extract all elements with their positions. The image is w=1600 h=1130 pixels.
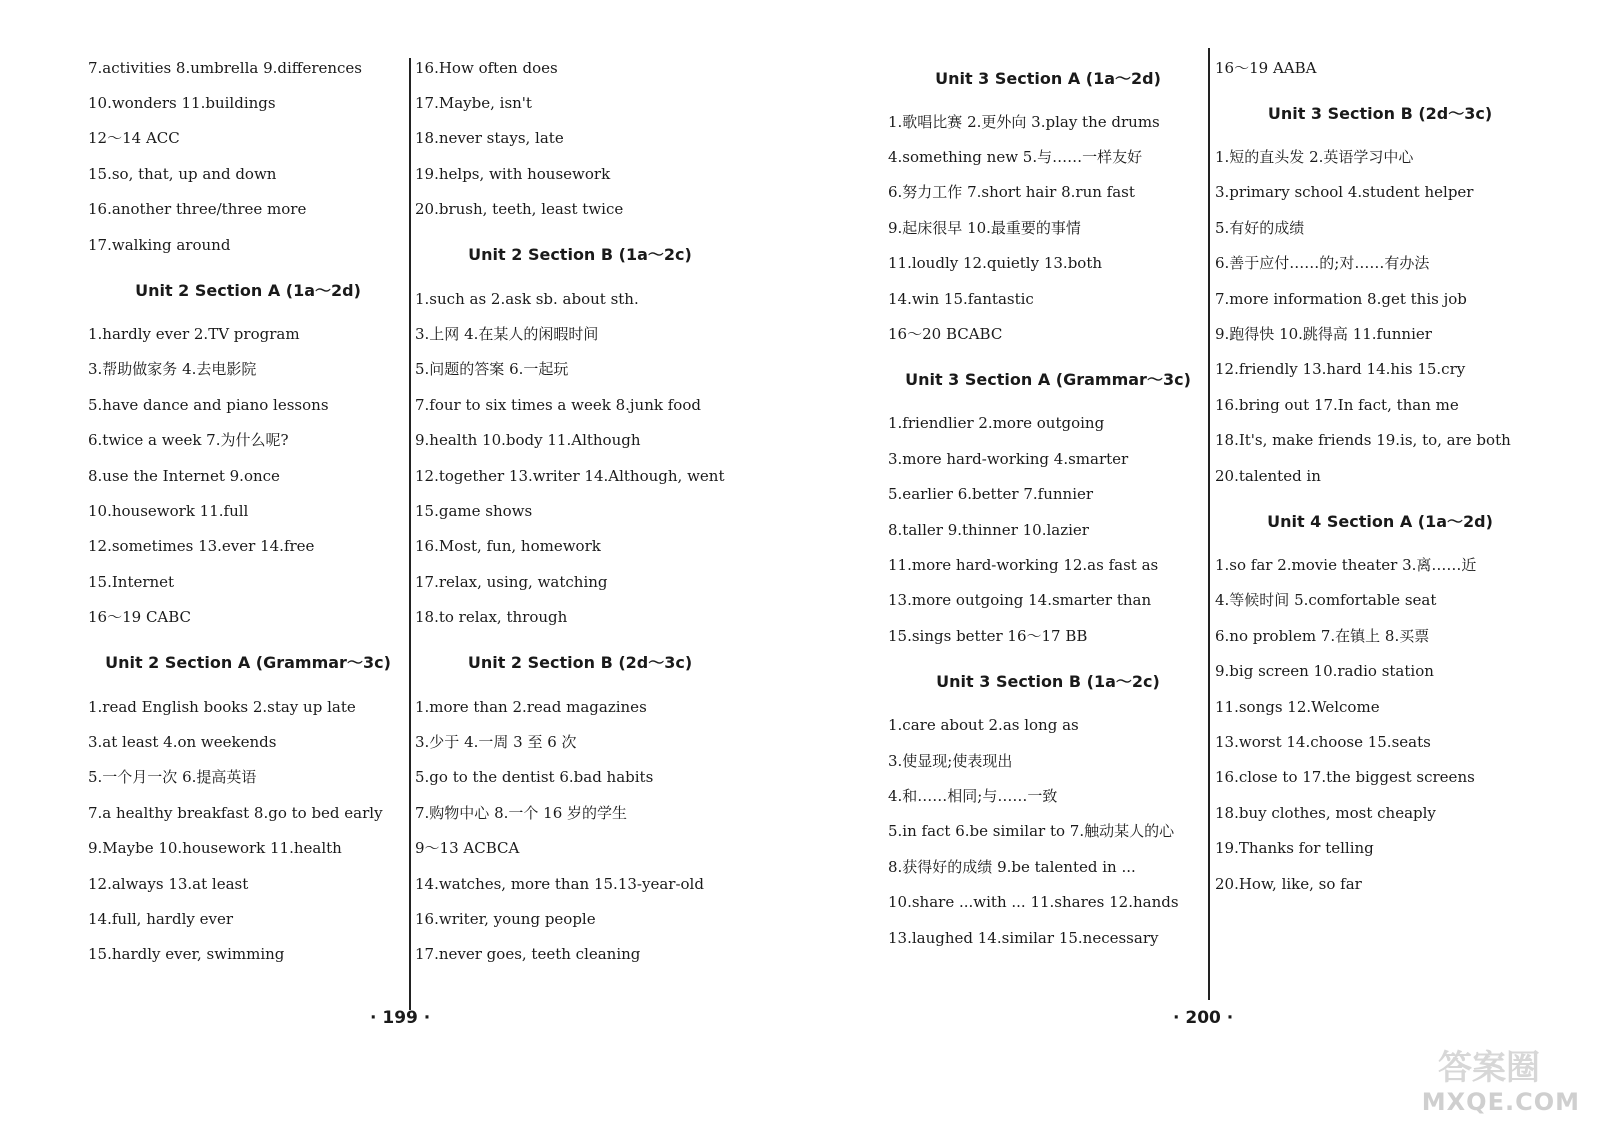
answer-line: 15.Internet [88,572,175,591]
answer-line: 3.少于 4.一周 3 至 6 次 [415,732,577,751]
answer-line: 12.friendly 13.hard 14.his 15.cry [1215,360,1466,379]
answer-line: 9.big screen 10.radio station [1215,662,1434,681]
answer-line: 1.friendlier 2.more outgoing [888,414,1105,433]
answer-line: 16.close to 17.the biggest screens [1215,768,1475,787]
answer-line: 1.so far 2.movie theater 3.离……近 [1215,555,1477,574]
answer-line: 12.always 13.at least [88,874,249,893]
answer-line: 16.another three/three more [88,200,307,219]
answer-line: 18.to relax, through [415,608,568,627]
section-heading: Unit 3 Section B (2d～3c) [1267,103,1493,123]
answer-line: 3.使显现;使表现出 [888,751,1013,770]
answer-line: 11.more hard-working 12.as fast as [888,555,1159,574]
answer-line: 14.watches, more than 15.13-year-old [415,874,704,893]
answer-line: 1.歌唱比赛 2.更外向 3.play the drums [888,112,1160,131]
answer-line: 5.有好的成绩 [1215,218,1305,237]
answer-line: 10.wonders 11.buildings [88,94,276,113]
answer-line: 10.housework 11.full [88,501,249,520]
answer-line: 17.never goes, teeth cleaning [415,945,641,964]
answer-line: 16～20 BCABC [888,325,1003,344]
answer-line: 16～19 CABC [88,608,192,627]
answer-line: 8.use the Internet 9.once [88,466,280,485]
answer-line: 19.Thanks for telling [1215,839,1374,858]
answer-line: 15.game shows [415,501,533,520]
column-divider-left [409,58,411,1010]
answer-column-1 [88,50,408,972]
section-heading: Unit 3 Section B (1a～2c) [936,671,1160,691]
answer-line: 13.laughed 14.similar 15.necessary [888,928,1159,947]
answer-column-2 [415,50,745,972]
answer-line: 1.such as 2.ask sb. about sth. [415,289,639,308]
answer-line: 6.努力工作 7.short hair 8.run fast [888,183,1135,202]
section-heading: Unit 2 Section B (2d～3c) [467,653,693,673]
answer-line: 1.短的直头发 2.英语学习中心 [1215,148,1414,167]
answer-line: 11.loudly 12.quietly 13.both [888,254,1103,273]
answer-line: 3.上网 4.在某人的闲暇时间 [415,325,599,344]
answer-line: 9.health 10.body 11.Although [415,431,641,450]
answer-line: 1.more than 2.read magazines [415,697,647,716]
section-heading: Unit 4 Section A (1a～2d) [1267,511,1493,531]
answer-line: 20.talented in [1215,466,1321,485]
answer-line: 3.primary school 4.student helper [1215,183,1474,202]
answer-line: 8.taller 9.thinner 10.lazier [888,520,1089,539]
page-number-left: · 199 · [370,1008,431,1028]
watermark-text: MXQE.COM [1421,1088,1580,1116]
answer-column-4 [1215,50,1545,901]
answer-line: 9～13 ACBCA [415,839,520,858]
answer-line: 5.一个月一次 6.提高英语 [88,768,257,787]
answer-line: 17.relax, using, watching [415,572,608,591]
answer-line: 13.more outgoing 14.smarter than [888,591,1152,610]
answer-line: 4.等候时间 5.comfortable seat [1215,591,1437,610]
answer-line: 10.share ...with ... 11.shares 12.hands [888,893,1179,912]
answer-line: 5.in fact 6.be similar to 7.触动某人的心 [888,822,1175,841]
answer-line: 3.more hard-working 4.smarter [888,449,1129,468]
answer-line: 5.go to the dentist 6.bad habits [415,768,654,787]
answer-line: 4.和……相同;与……一致 [888,786,1058,805]
answer-line: 9.跑得快 10.跳得高 11.funnier [1215,325,1432,344]
answer-line: 13.worst 14.choose 15.seats [1215,732,1431,751]
answer-line: 6.善于应付……的;对……有办法 [1215,254,1430,273]
answer-column-3 [888,50,1208,955]
answer-line: 18.It's, make friends 19.is, to, are both [1215,431,1511,450]
answer-line: 1.hardly ever 2.TV program [88,325,300,344]
answer-line: 12～14 ACC [88,129,180,148]
page-number-right: · 200 · [1173,1008,1234,1028]
section-heading: Unit 2 Section A (1a～2d) [135,280,361,300]
answer-line: 9.Maybe 10.housework 11.health [88,839,342,858]
answer-line: 5.earlier 6.better 7.funnier [888,485,1094,504]
answer-line: 16.Most, fun, homework [415,537,601,556]
answer-line: 15.hardly ever, swimming [88,945,285,964]
answer-line: 7.购物中心 8.一个 16 岁的学生 [415,803,628,822]
answer-line: 5.问题的答案 6.一起玩 [415,360,569,379]
section-heading: Unit 2 Section B (1a～2c) [468,245,692,265]
section-heading: Unit 3 Section A (1a～2d) [935,68,1161,88]
answer-line: 12.together 13.writer 14.Although, went [415,466,725,485]
answer-line: 4.something new 5.与……一样友好 [888,148,1143,167]
answer-line: 11.songs 12.Welcome [1215,697,1380,716]
answer-line: 15.so, that, up and down [88,164,277,183]
answer-line: 5.have dance and piano lessons [88,395,329,414]
watermark [1421,1040,1590,1120]
answer-line: 3.帮助做家务 4.去电影院 [88,360,257,379]
answer-line: 18.buy clothes, most cheaply [1215,803,1436,822]
answer-line: 20.brush, teeth, least twice [415,200,624,219]
watermark-logo: 答案圈 [1438,1048,1540,1088]
answer-line: 7.a healthy breakfast 8.go to bed early [88,803,383,822]
answer-line: 14.full, hardly ever [88,909,234,928]
section-heading: Unit 2 Section A (Grammar～3c) [105,653,391,673]
answer-line: 12.sometimes 13.ever 14.free [88,537,315,556]
answer-line: 20.How, like, so far [1215,874,1362,893]
answer-line: 19.helps, with housework [415,164,611,183]
answer-line: 7.four to six times a week 8.junk food [415,395,701,414]
answer-line: 16.writer, young people [415,909,596,928]
answer-line: 6.twice a week 7.为什么呢? [88,431,289,450]
column-divider-right [1208,48,1210,1000]
section-heading: Unit 3 Section A (Grammar～3c) [905,370,1191,390]
answer-line: 17.walking around [88,235,231,254]
answer-line: 8.获得好的成绩 9.be talented in ... [888,857,1136,876]
answer-line: 1.read English books 2.stay up late [88,697,356,716]
answer-line: 7.activities 8.umbrella 9.differences [88,58,362,77]
answer-line: 15.sings better 16～17 BB [888,626,1088,645]
answer-line: 16.How often does [415,58,558,77]
answer-line: 7.more information 8.get this job [1215,289,1467,308]
answer-line: 6.no problem 7.在镇上 8.买票 [1215,626,1430,645]
answer-line: 9.起床很早 10.最重要的事情 [888,218,1081,237]
answer-line: 16.bring out 17.In fact, than me [1215,395,1459,414]
answer-line: 18.never stays, late [415,129,564,148]
answer-line: 1.care about 2.as long as [888,716,1079,735]
answer-line: 3.at least 4.on weekends [88,732,277,751]
answer-line: 17.Maybe, isn't [415,94,532,113]
answer-line: 14.win 15.fantastic [888,289,1034,308]
answer-line: 16～19 AABA [1215,58,1317,77]
